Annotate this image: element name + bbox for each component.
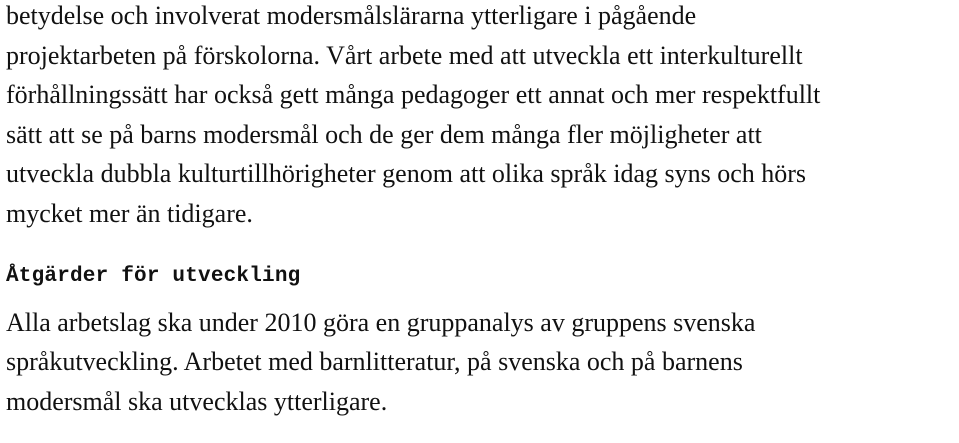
text-line: utveckla dubbla kulturtillhörigheter genom att olika språk idag syns och hörs	[6, 159, 807, 189]
paragraph-1	[6, 0, 951, 234]
section-heading: Åtgärder för utveckling	[6, 264, 301, 288]
paragraph-2	[6, 303, 951, 422]
text-line: Alla arbetslag ska under 2010 göra en gruppanalys av gruppens svenska	[6, 307, 756, 337]
text-line: sätt att se på barns modersmål och de ger dem många fler möjligheter att	[6, 119, 762, 149]
text-line: betydelse och involverat modersmålslärarna ytterligare i pågående	[6, 1, 697, 30]
text-line: projektarbeten på förskolorna. Vårt arbete med att utveckla ett interkulturellt	[6, 40, 803, 70]
text-line: mycket mer än tidigare.	[6, 198, 253, 228]
text-line: modersmål ska utvecklas ytterligare.	[6, 386, 388, 416]
text-line: förhållningssätt har också gett många pedagoger ett annat och mer respektfullt	[6, 80, 821, 110]
text-line: språkutveckling. Arbetet med barnlitteratur, på svenska och på barnens	[6, 347, 743, 377]
document-page	[6, 0, 951, 421]
